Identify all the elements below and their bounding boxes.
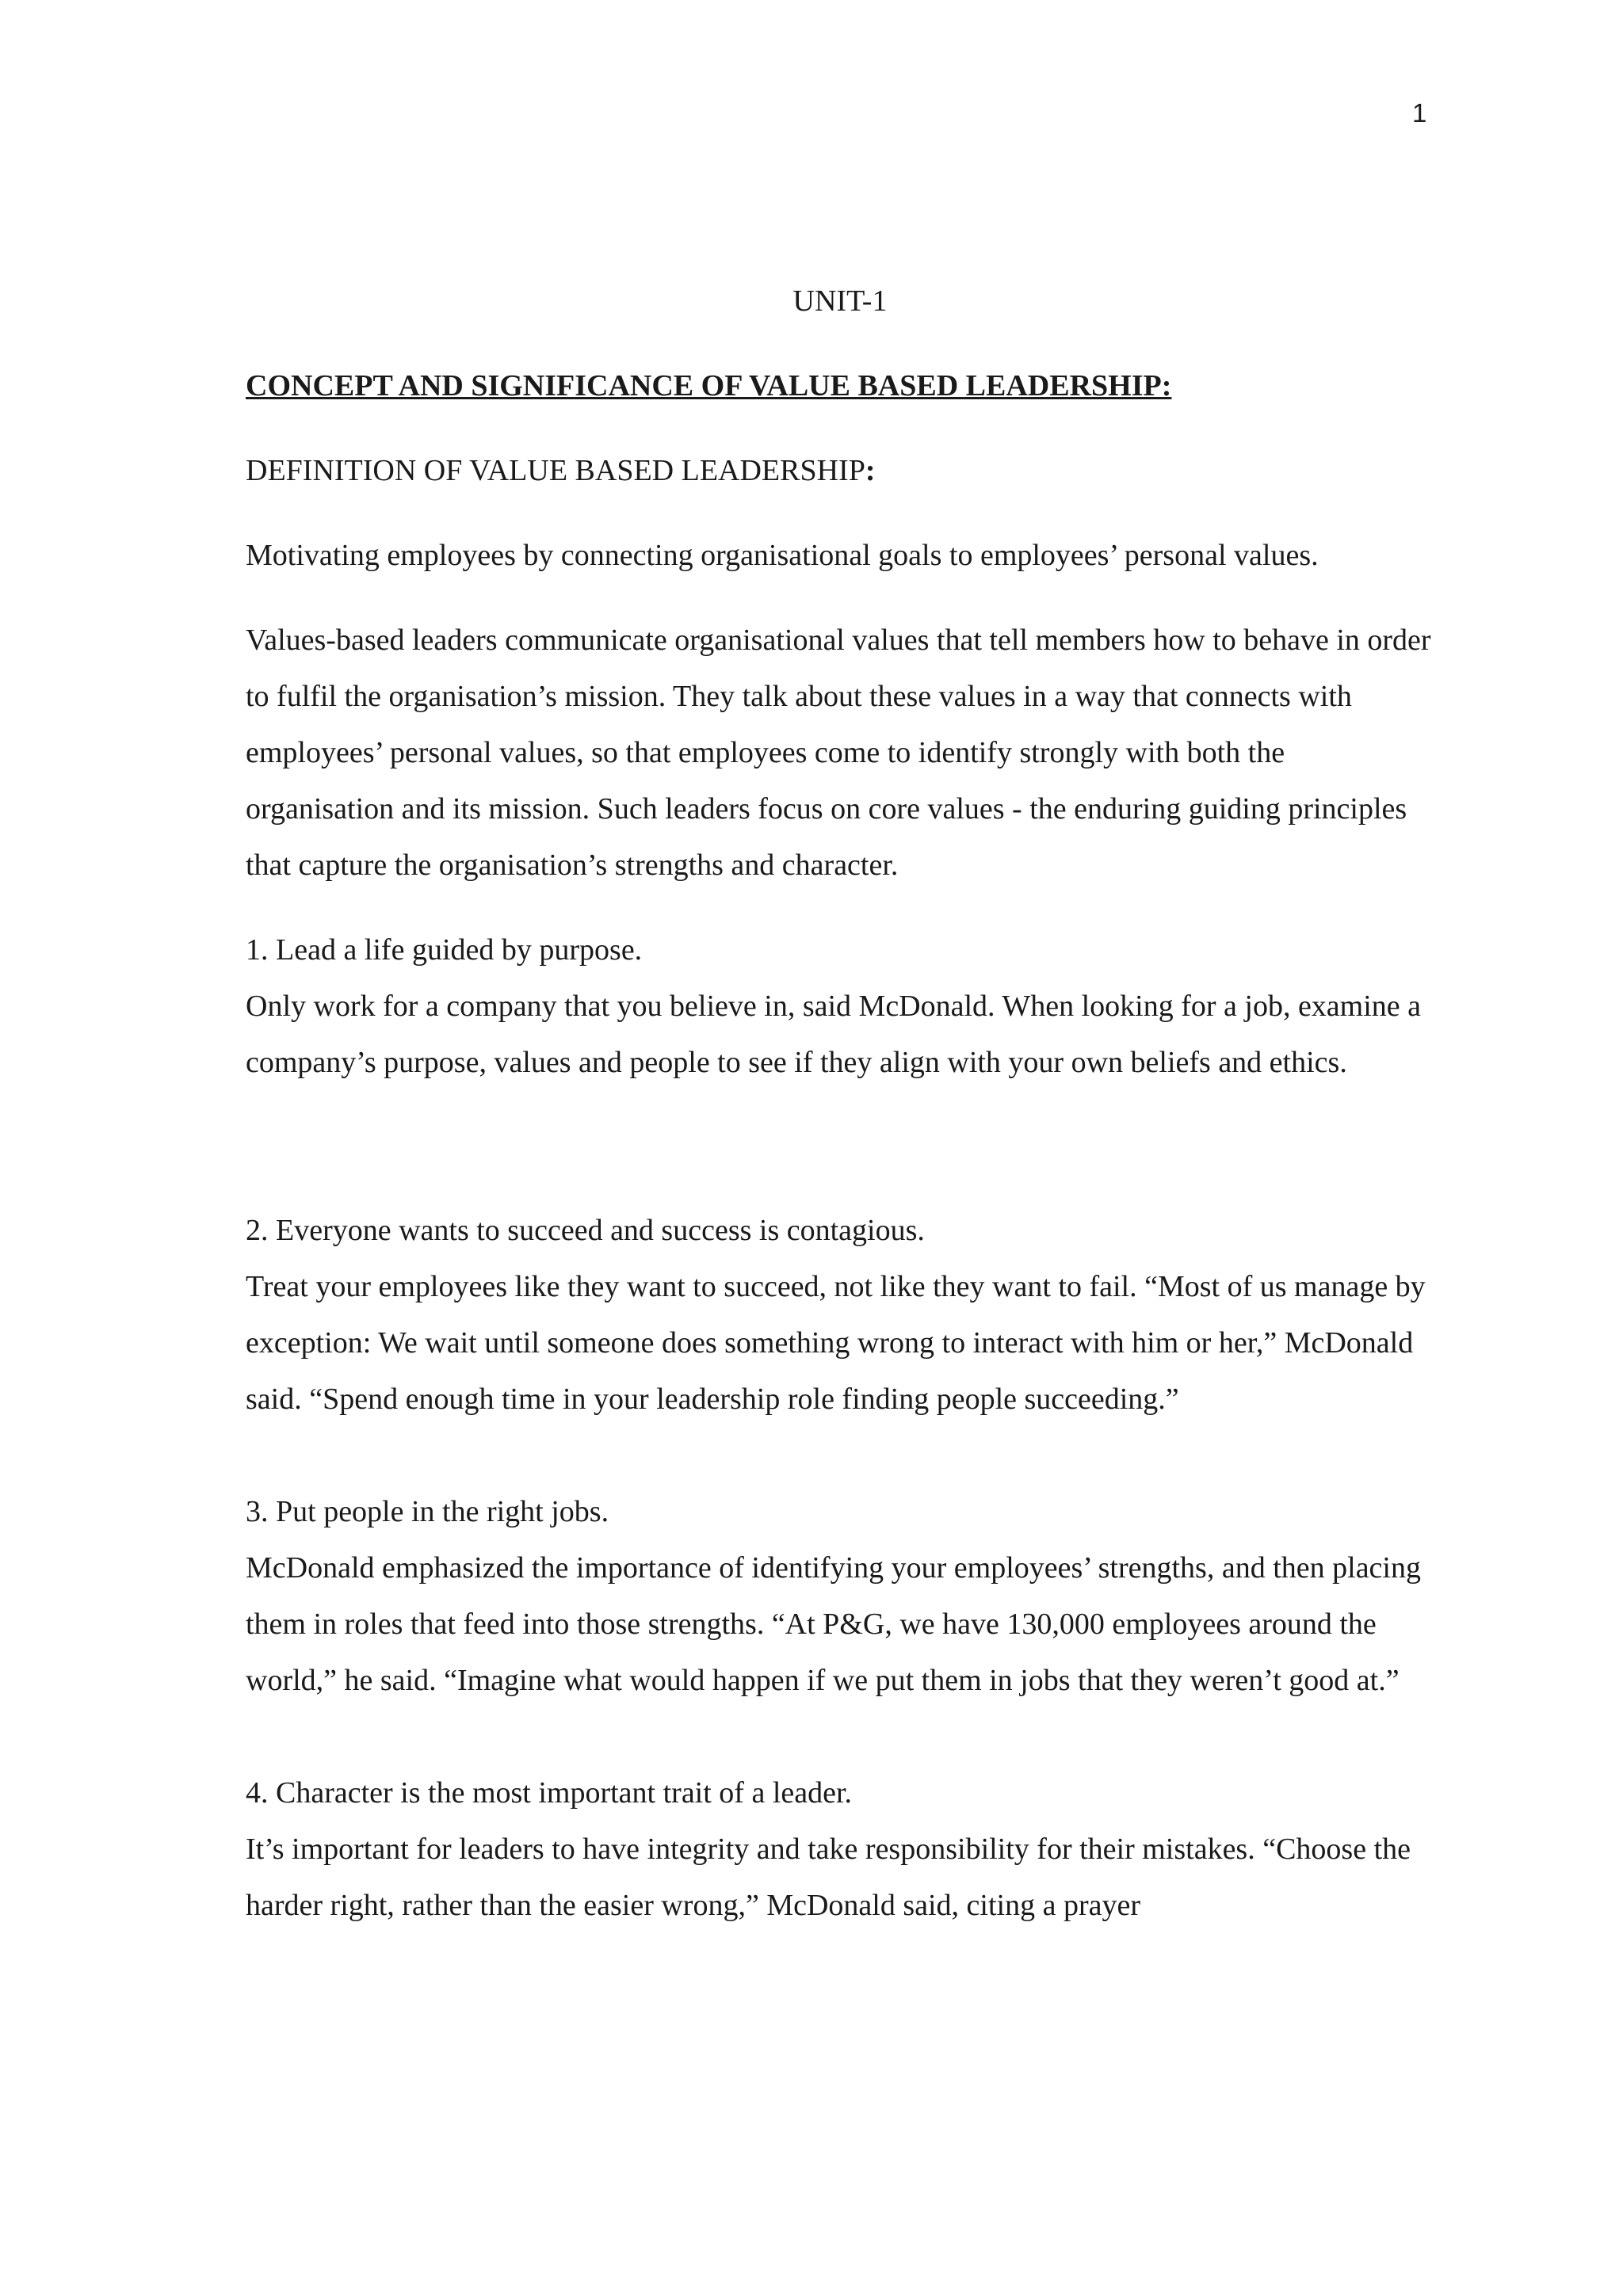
spacer: [246, 1709, 1434, 1765]
definition-heading: [246, 443, 1434, 499]
point-4: [246, 1765, 1434, 1934]
document-body: [246, 273, 1434, 1934]
page-number: 1: [1412, 98, 1427, 128]
definition-text: Motivating employees by connecting organisational goals to employees’ personal values.: [246, 539, 1319, 572]
point-title: 4. Character is the most important trait of a leader.: [246, 1776, 853, 1810]
spacer: [246, 1091, 1434, 1203]
point-title: 2. Everyone wants to succeed and success is contagious.: [246, 1214, 925, 1247]
point-3: [246, 1484, 1434, 1709]
intro-paragraph: Values-based leaders communicate organisational values that tell members how to behave in order to fulfil the organisation’s mission. They talk about these values in a way that connects with employees’ personal values, so that employees come to identify strongly with both the organisation and its mission. Such leaders focus on core values - the enduring guiding principles that capture the organisation’s strengths and character.: [246, 624, 1431, 882]
definition-heading-colon: :: [865, 454, 876, 487]
unit-title: UNIT-1: [792, 284, 888, 318]
point-body: Only work for a company that you believe in, said McDonald. When looking for a job, examine a company’s purpose, values and people to see if they align with your own beliefs and ethics.: [246, 990, 1422, 1079]
point-2: [246, 1203, 1434, 1428]
main-heading: CONCEPT AND SIGNIFICANCE OF VALUE BASED LEADERSHIP:: [246, 369, 1172, 402]
point-title: 1. Lead a life guided by purpose.: [246, 933, 643, 967]
point-body: Treat your employees like they want to succeed, not like they want to fail. “Most of us manage by exception: We wait until someone does something wrong to interact with him or her,” McDonald said. “Spend enough time in your leadership role finding people succeeding.”: [246, 1270, 1426, 1416]
point-title: 3. Put people in the right jobs.: [246, 1495, 609, 1528]
point-body: McDonald emphasized the importance of identifying your employees’ strengths, and then placing them in roles that feed into those strengths. “At P&G, we have 130,000 employees around the world,” he said. “Imagine what would happen if we put them in jobs that they weren’t good at.”: [246, 1551, 1421, 1697]
spacer: [246, 1428, 1434, 1484]
point-body: It’s important for leaders to have integrity and take responsibility for their mistakes. “Choose the harder right, rather than the easier wrong,” McDonald said, citing a prayer: [246, 1833, 1411, 1922]
definition-heading-text: DEFINITION OF VALUE BASED LEADERSHIP: [246, 454, 865, 487]
point-1: [246, 922, 1434, 1091]
